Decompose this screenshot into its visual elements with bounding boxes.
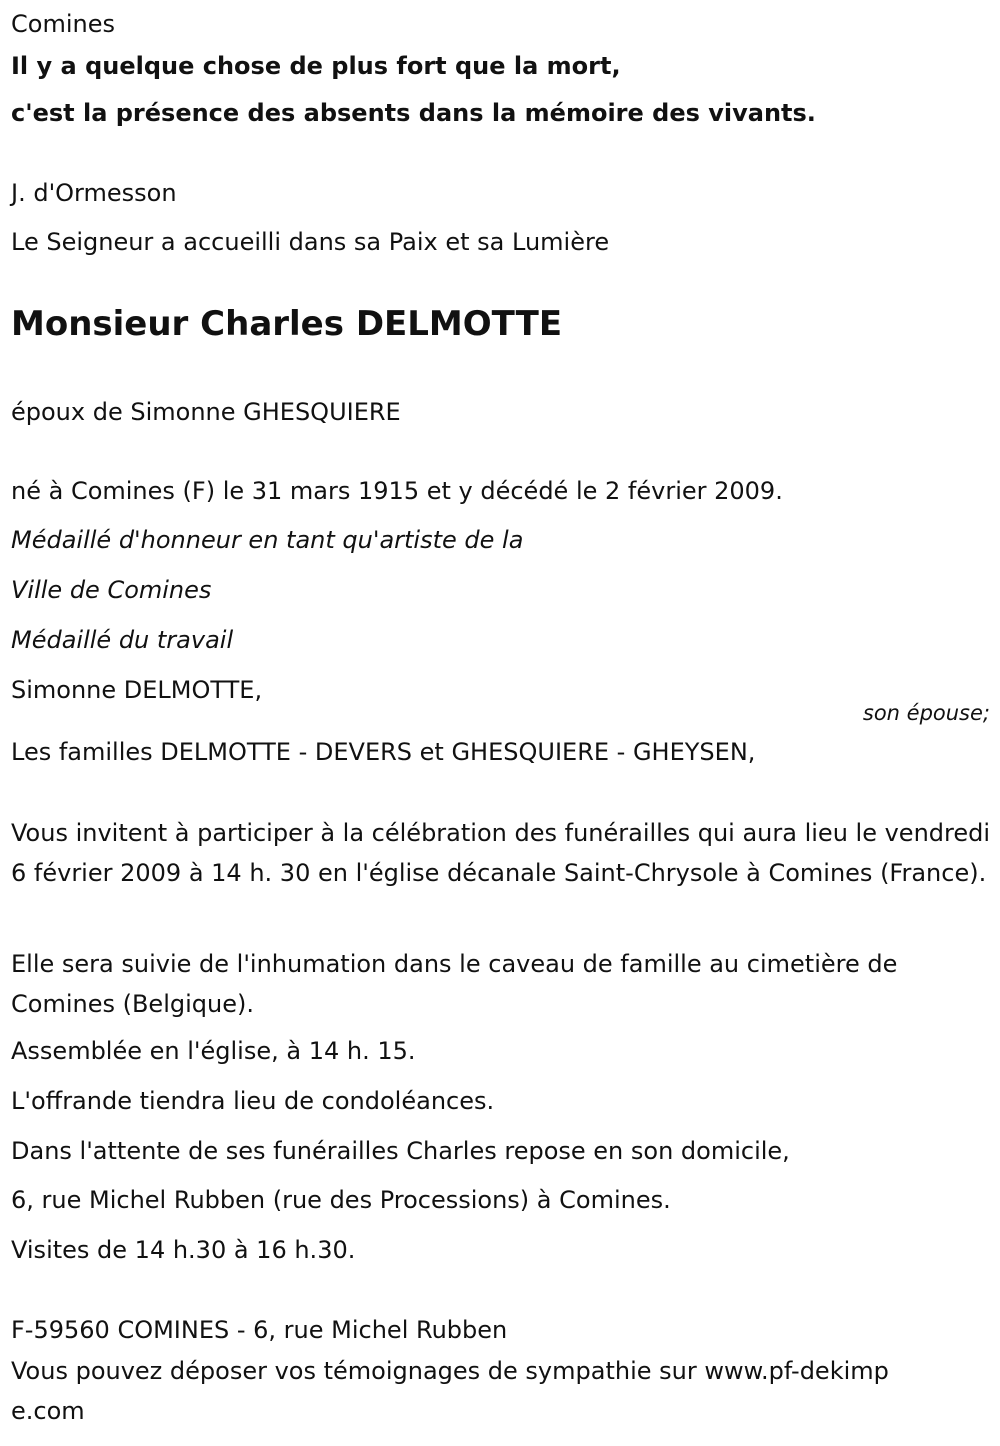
honor-line-3: Médaillé du travail xyxy=(11,626,234,654)
families-line: Les familles DELMOTTE - DEVERS et GHESQUIERE - GHEYSEN, xyxy=(11,738,756,766)
birth-death-line: né à Comines (F) le 31 mars 1915 et y décédé le 2 février 2009. xyxy=(11,477,783,505)
honor-line-2: Ville de Comines xyxy=(11,576,212,604)
rest-line-1: Dans l'attente de ses funérailles Charles repose en son domicile, xyxy=(11,1137,790,1165)
footer-address: F-59560 COMINES - 6, rue Michel Rubben xyxy=(11,1316,508,1344)
visits-info: Visites de 14 h.30 à 16 h.30. xyxy=(11,1236,356,1264)
offering-info: L'offrande tiendra lieu de condoléances. xyxy=(11,1087,495,1115)
spouse-name: Simonne DELMOTTE, xyxy=(11,676,263,704)
honor-line-1: Médaillé d'honneur en tant qu'artiste de la xyxy=(11,526,524,554)
assembly-info: Assemblée en l'église, à 14 h. 15. xyxy=(11,1037,416,1065)
burial-info: Elle sera suivie de l'inhumation dans le caveau de famille au cimetière de Comines (Belgique). xyxy=(11,950,898,1018)
deceased-name: Monsieur Charles DELMOTTE xyxy=(11,304,563,344)
spouse-line: époux de Simonne GHESQUIERE xyxy=(11,398,401,426)
quote-line-2: c'est la présence des absents dans la mémoire des vivants. xyxy=(11,99,816,127)
funeral-invitation: Vous invitent à participer à la célébration des funérailles qui aura lieu le vendredi 6 février 2009 à 14 h. 30 en l'église décanale Saint-Chrysole à Comines (France). xyxy=(11,819,991,887)
location-heading: Comines xyxy=(11,10,115,38)
testimonials-line: Vous pouvez déposer vos témoignages de sympathie sur www.pf-dekimpe.com xyxy=(11,1357,889,1425)
quote-author: J. d'Ormesson xyxy=(11,179,177,207)
intro-line: Le Seigneur a accueilli dans sa Paix et sa Lumière xyxy=(11,228,610,256)
quote-line-1: Il y a quelque chose de plus fort que la mort, xyxy=(11,52,621,80)
spouse-role: son épouse; xyxy=(862,701,990,725)
rest-line-2: 6, rue Michel Rubben (rue des Processions) à Comines. xyxy=(11,1186,671,1214)
